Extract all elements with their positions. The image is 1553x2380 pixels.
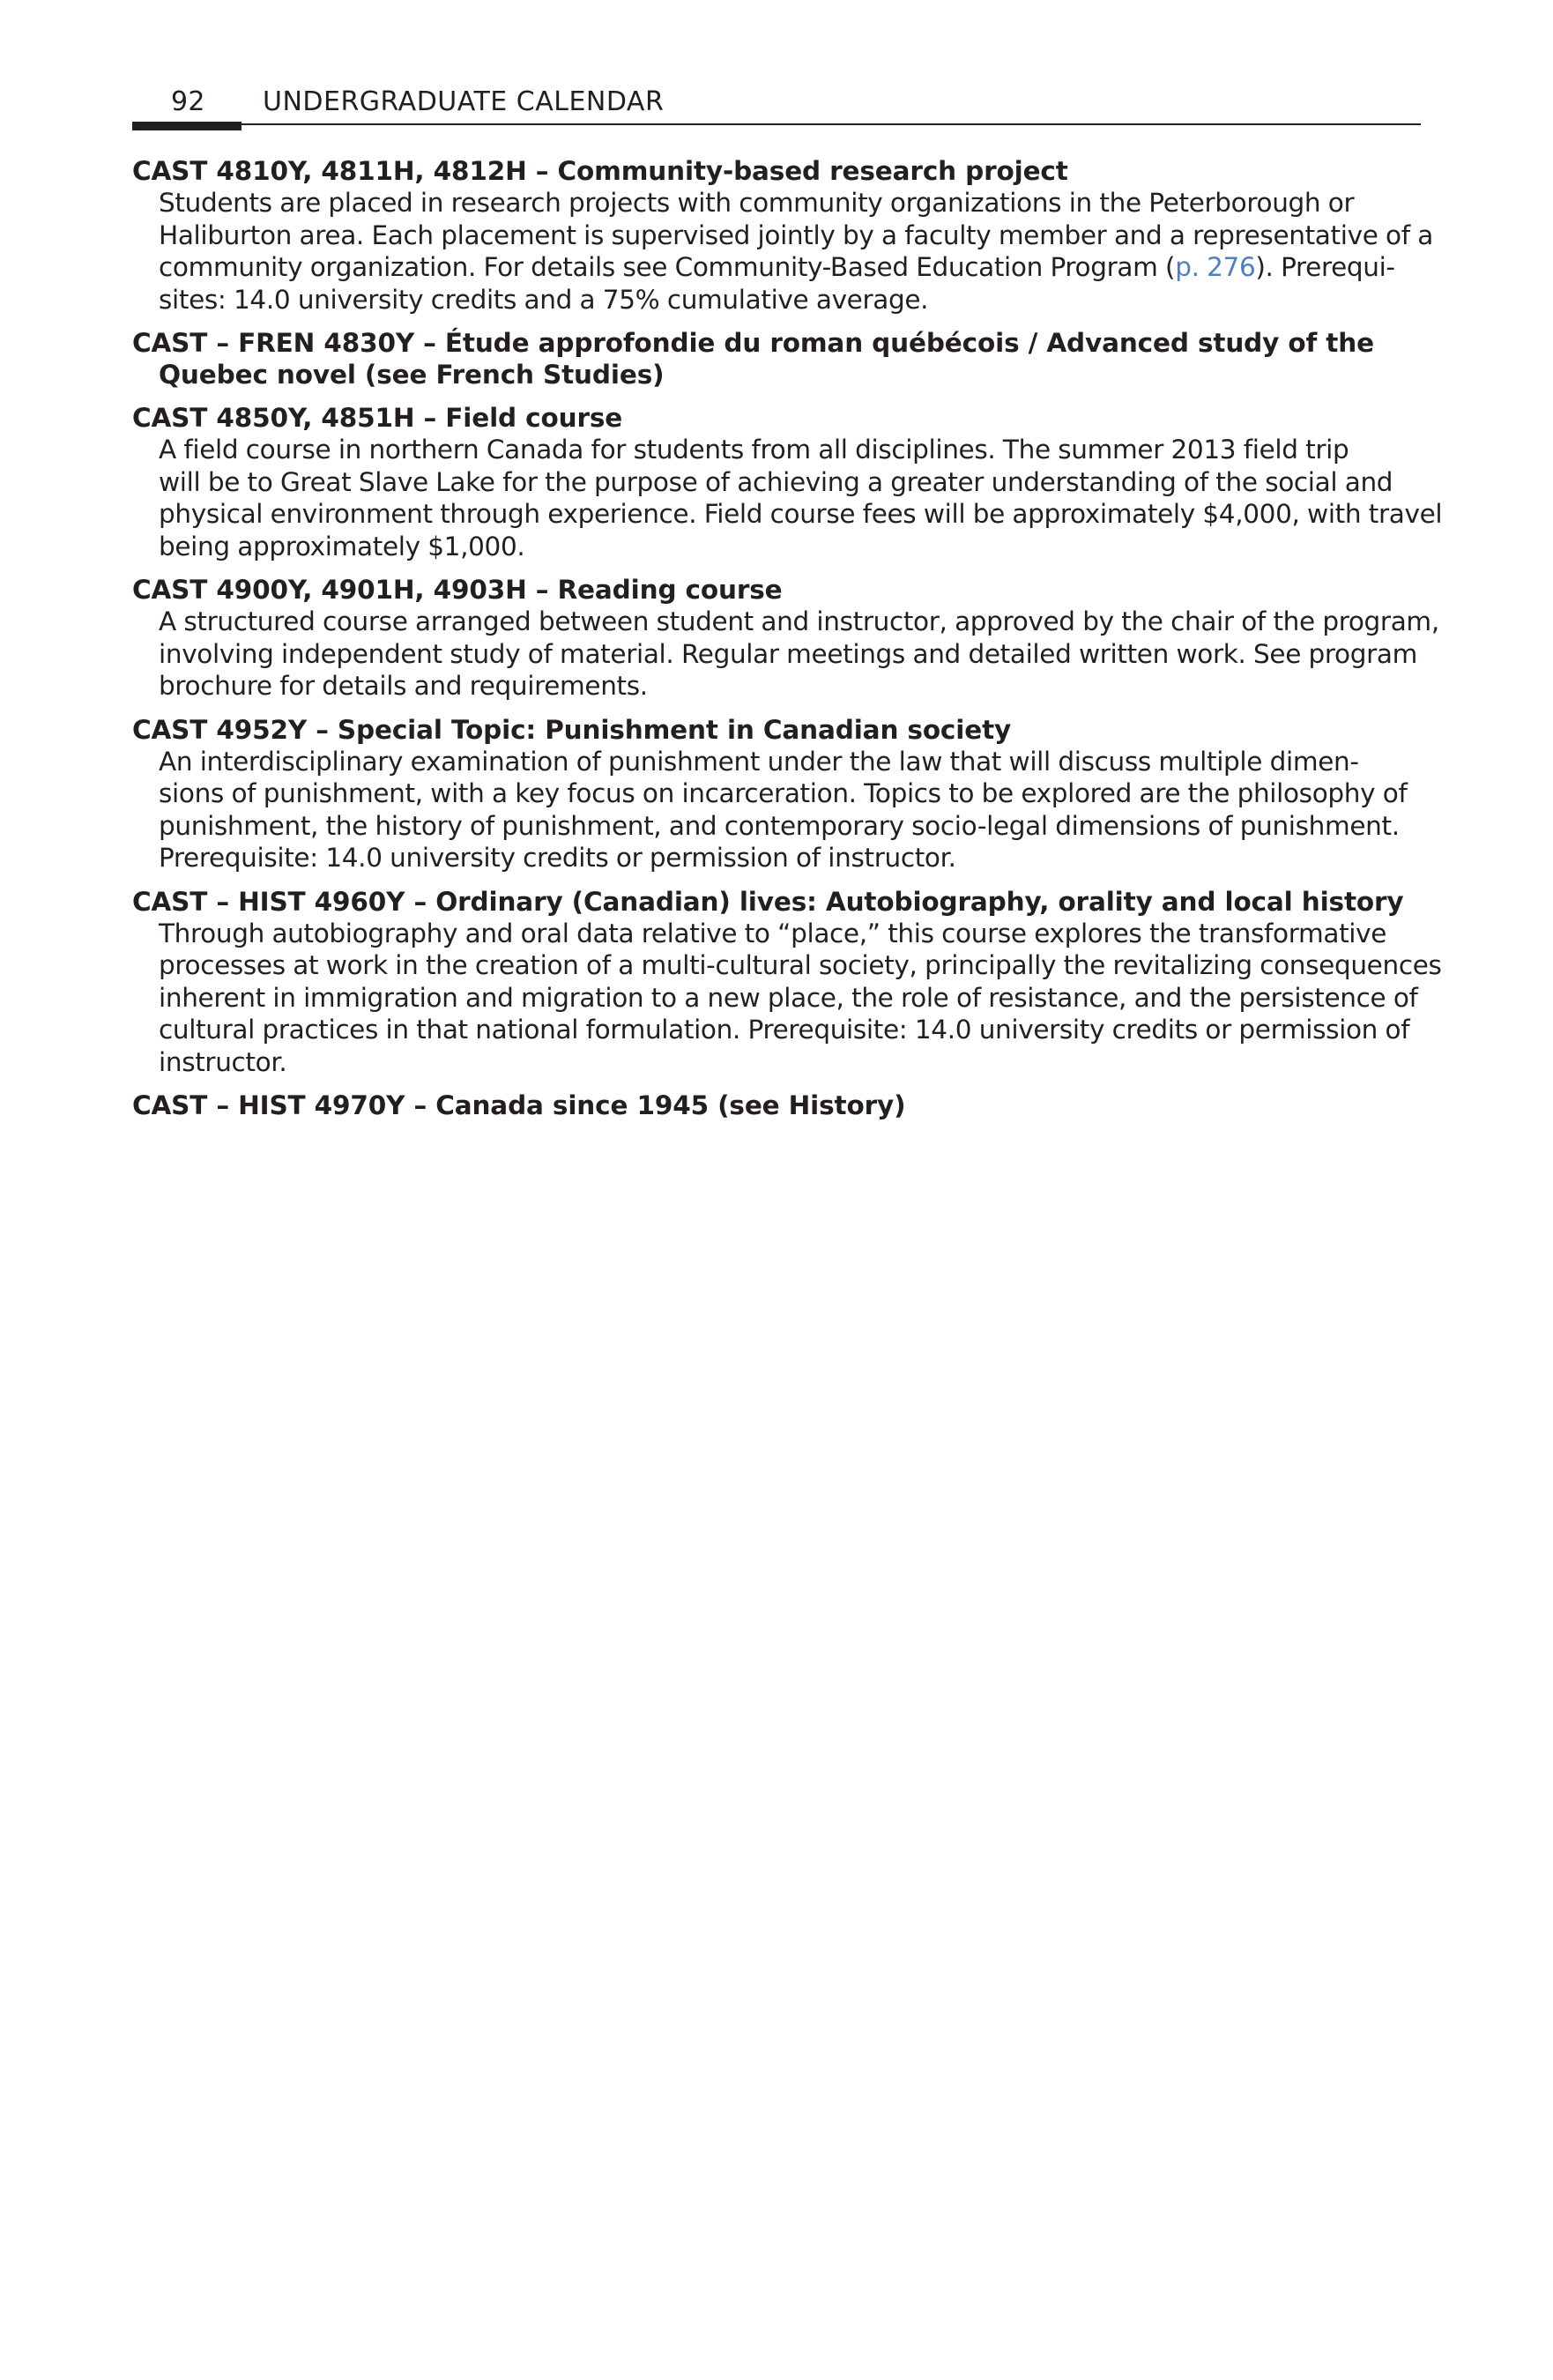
description-line: Haliburton area. Each placement is supervised jointly by a faculty member and a representative of a [159,219,1434,250]
course-entry-cast-hist-4970y [132,1090,1423,1121]
description-line: punishment, the history of punishment, and contemporary socio-legal dimensions of punishment. [159,810,1400,841]
description-line: A structured course arranged between student and instructor, approved by the chair of the program, [159,606,1439,636]
description-line: processes at work in the creation of a multi-cultural society, principally the revitalizing consequences [159,950,1442,980]
course-title: CAST – HIST 4970Y – Canada since 1945 (see History) [132,1090,906,1120]
description-line: An interdisciplinary examination of punishment under the law that will discuss multiple dimen- [159,746,1359,777]
course-title: CAST – HIST 4960Y – Ordinary (Canadian) lives: Autobiography, orality and local history [132,886,1404,917]
description-text: community organization. For details see Community-Based Education Program ( [159,252,1176,282]
course-description [132,434,1443,562]
running-head: UNDERGRADUATE CALENDAR [263,86,665,117]
description-line: being approximately $1,000. [159,531,525,562]
description-text: ). Prerequi- [1255,252,1395,282]
description-line [159,251,1423,284]
description-line: A field course in northern Canada for students from all disciplines. The summer 2013 field trip [159,435,1349,465]
description-line: physical environment through experience. Field course fees will be approximately $4,000, with travel [159,499,1443,529]
course-entry-cast-hist-4960y [132,886,1442,1079]
course-description [132,918,1442,1079]
course-entry-cast-4850y [132,402,1443,562]
page-number: 92 [171,86,205,117]
description-line: sions of punishment, with a key focus on incarceration. Topics to be explored are the philosophy of [159,778,1408,808]
course-description [132,187,1434,316]
course-title: CAST 4900Y, 4901H, 4903H – Reading course [132,575,783,605]
course-entry-cast-4810y [132,155,1434,316]
course-title: CAST 4850Y, 4851H – Field course [132,403,623,433]
description-line: brochure for details and requirements. [159,671,648,701]
page-header [132,78,1421,127]
description-line: instructor. [159,1046,287,1077]
description-line: Prerequisite: 14.0 university credits or permission of instructor. [159,843,956,873]
course-list [132,155,1443,1133]
description-line: inherent in immigration and migration to a new place, the role of resistance, and the persistence of [159,982,1418,1013]
course-entry-cast-4952y [132,714,1423,874]
page-reference-link[interactable]: p. 276 [1175,252,1256,282]
course-title: CAST 4810Y, 4811H, 4812H – Community-based research project [132,156,1068,186]
course-entry-cast-fren-4830y [132,327,1423,390]
course-title: CAST 4952Y – Special Topic: Punishment in Canadian society [132,714,1012,745]
course-description [132,606,1439,703]
course-title: CAST – FREN 4830Y – Étude approfondie du roman québécois / Advanced study of the Quebec novel (see French Studies) [132,328,1374,390]
description-line: cultural practices in that national formulation. Prerequisite: 14.0 university credits or permission of [159,1015,1410,1045]
course-entry-cast-4900y [132,574,1439,703]
description-line: involving independent study of material. Regular meetings and detailed written work. See program [159,638,1417,669]
description-line: Through autobiography and oral data relative to “place,” this course explores the transformative [159,918,1387,948]
description-line: Students are placed in research projects with community organizations in the Peterborough or [159,188,1355,218]
description-line: sites: 14.0 university credits and a 75% cumulative average. [159,284,929,315]
header-rule [132,123,1421,125]
course-description [132,746,1423,874]
description-line: will be to Great Slave Lake for the purpose of achieving a greater understanding of the social and [159,466,1393,497]
header-tab [132,122,241,130]
